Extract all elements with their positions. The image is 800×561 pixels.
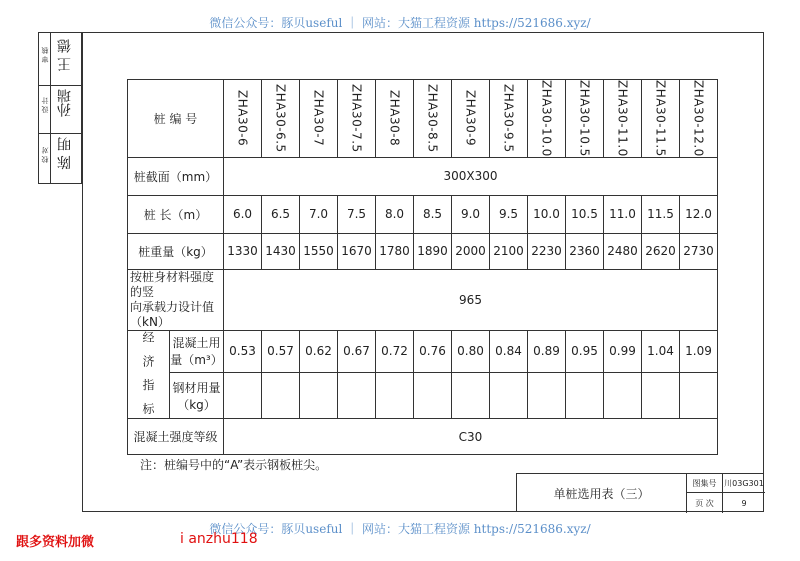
length-cell: 9.5 bbox=[490, 195, 528, 233]
signature-review: 王 德 bbox=[57, 39, 73, 72]
row-steel bbox=[128, 373, 718, 419]
capacity-label-line2: 向承载力设计值（kN） bbox=[130, 299, 215, 329]
pile-no-cell: ZHA30-10.0 bbox=[528, 80, 566, 158]
length-cell: 7.5 bbox=[338, 195, 376, 233]
title-block bbox=[516, 473, 764, 512]
weight-cell: 1430 bbox=[262, 233, 300, 269]
pile-no-cell: ZHA30-8 bbox=[376, 80, 414, 158]
steel-cell bbox=[338, 373, 376, 419]
capacity-label-line1: 按桩身材料强度的竖 bbox=[130, 269, 215, 299]
length-cell: 10.0 bbox=[528, 195, 566, 233]
length-cell: 12.0 bbox=[680, 195, 718, 233]
concrete-cell: 0.57 bbox=[262, 330, 300, 372]
steel-cell bbox=[262, 373, 300, 419]
weight-cell: 2230 bbox=[528, 233, 566, 269]
footer-contact-id: i anzhu118 bbox=[180, 531, 258, 547]
concrete-cell: 0.84 bbox=[490, 330, 528, 372]
pile-selection-table bbox=[127, 79, 718, 455]
concrete-cell: 0.53 bbox=[224, 330, 262, 372]
concrete-cell: 0.95 bbox=[566, 330, 604, 372]
pile-no-cell: ZHA30-10.5 bbox=[566, 80, 604, 158]
row-grade bbox=[128, 419, 718, 455]
pile-no-cell: ZHA30-9 bbox=[452, 80, 490, 158]
weight-cell: 1780 bbox=[376, 233, 414, 269]
pile-no-cell: ZHA30-6 bbox=[224, 80, 262, 158]
concrete-cell: 1.09 bbox=[680, 330, 718, 372]
length-cell: 8.0 bbox=[376, 195, 414, 233]
pile-no-cell: ZHA30-7 bbox=[300, 80, 338, 158]
weight-cell: 2480 bbox=[604, 233, 642, 269]
length-cell: 8.5 bbox=[414, 195, 452, 233]
length-cell: 11.0 bbox=[604, 195, 642, 233]
concrete-cell: 0.99 bbox=[604, 330, 642, 372]
approval-sidebar bbox=[38, 32, 82, 184]
length-cell: 10.5 bbox=[566, 195, 604, 233]
steel-cell bbox=[680, 373, 718, 419]
steel-cell bbox=[528, 373, 566, 419]
steel-label: 钢材用量（kg） bbox=[170, 373, 224, 419]
steel-cell bbox=[414, 373, 452, 419]
grade-label: 混凝土强度等级 bbox=[128, 419, 224, 455]
grade-value: C30 bbox=[224, 419, 718, 455]
sidebar-label-review: 审 核 bbox=[41, 47, 49, 64]
steel-cell bbox=[490, 373, 528, 419]
concrete-cell: 0.72 bbox=[376, 330, 414, 372]
econ-label: 经 济 指 标 bbox=[128, 330, 170, 418]
concrete-cell: 0.80 bbox=[452, 330, 490, 372]
weight-cell: 1550 bbox=[300, 233, 338, 269]
pile-no-cell: ZHA30-11.5 bbox=[642, 80, 680, 158]
pile-no-cell: ZHA30-9.5 bbox=[490, 80, 528, 158]
pile-no-label: 桩 编 号 bbox=[128, 80, 224, 158]
row-pile-no bbox=[128, 80, 718, 158]
row-capacity bbox=[128, 269, 718, 330]
row-length bbox=[128, 195, 718, 233]
pile-no-cell: ZHA30-8.5 bbox=[414, 80, 452, 158]
length-cell: 7.0 bbox=[300, 195, 338, 233]
length-cell: 6.5 bbox=[262, 195, 300, 233]
footer-promo-text: 跟多资料加微 bbox=[16, 535, 95, 550]
capacity-value: 965 bbox=[224, 269, 718, 330]
pile-no-cell: ZHA30-12.0 bbox=[680, 80, 718, 158]
steel-cell bbox=[452, 373, 490, 419]
pile-no-cell: ZHA30-7.5 bbox=[338, 80, 376, 158]
table-note: 注：桩编号中的“A”表示钢板桩尖。 bbox=[140, 458, 328, 472]
weight-cell: 2100 bbox=[490, 233, 528, 269]
section-label: 桩截面（mm） bbox=[128, 157, 224, 195]
weight-cell: 2730 bbox=[680, 233, 718, 269]
pile-no-cell: ZHA30-11.0 bbox=[604, 80, 642, 158]
concrete-cell: 0.89 bbox=[528, 330, 566, 372]
concrete-label: 混凝土用量（m³） bbox=[170, 330, 224, 372]
section-value: 300X300 bbox=[224, 157, 718, 195]
drawing-title: 单桩选用表（三） bbox=[517, 474, 687, 513]
weight-cell: 1330 bbox=[224, 233, 262, 269]
steel-cell bbox=[642, 373, 680, 419]
row-section bbox=[128, 157, 718, 195]
watermark-bottom: 微信公众号：豚贝useful ｜ 网站：大猫工程资源 https://521686.xyz/ bbox=[209, 522, 591, 536]
steel-cell bbox=[224, 373, 262, 419]
steel-cell bbox=[604, 373, 642, 419]
weight-cell: 2000 bbox=[452, 233, 490, 269]
length-cell: 9.0 bbox=[452, 195, 490, 233]
concrete-cell: 1.04 bbox=[642, 330, 680, 372]
steel-cell bbox=[566, 373, 604, 419]
atlas-value: 川03G301 bbox=[723, 474, 765, 493]
page-value: 9 bbox=[741, 498, 747, 508]
sidebar-label-check: 校 对 bbox=[41, 147, 49, 164]
capacity-label bbox=[128, 269, 224, 330]
signature-design: 孙瑞 bbox=[57, 89, 73, 117]
concrete-cell: 0.62 bbox=[300, 330, 338, 372]
concrete-cell: 0.76 bbox=[414, 330, 452, 372]
pile-no-cell: ZHA30-6.5 bbox=[262, 80, 300, 158]
page-label: 页 次 bbox=[687, 493, 723, 513]
steel-cell bbox=[300, 373, 338, 419]
row-weight bbox=[128, 233, 718, 269]
length-cell: 11.5 bbox=[642, 195, 680, 233]
weight-label: 桩重量（kg） bbox=[128, 233, 224, 269]
length-label: 桩 长（m） bbox=[128, 195, 224, 233]
signature-check: 陈 明 bbox=[57, 137, 73, 170]
weight-cell: 1890 bbox=[414, 233, 452, 269]
weight-cell: 1670 bbox=[338, 233, 376, 269]
atlas-label: 图集号 bbox=[687, 474, 723, 493]
watermark-top: 微信公众号：豚贝useful ｜ 网站：大猫工程资源 https://521686.xyz/ bbox=[209, 16, 591, 30]
length-cell: 6.0 bbox=[224, 195, 262, 233]
weight-cell: 2360 bbox=[566, 233, 604, 269]
sidebar-label-design: 设 计 bbox=[41, 97, 49, 114]
steel-cell bbox=[376, 373, 414, 419]
concrete-cell: 0.67 bbox=[338, 330, 376, 372]
weight-cell: 2620 bbox=[642, 233, 680, 269]
row-concrete bbox=[128, 330, 718, 372]
